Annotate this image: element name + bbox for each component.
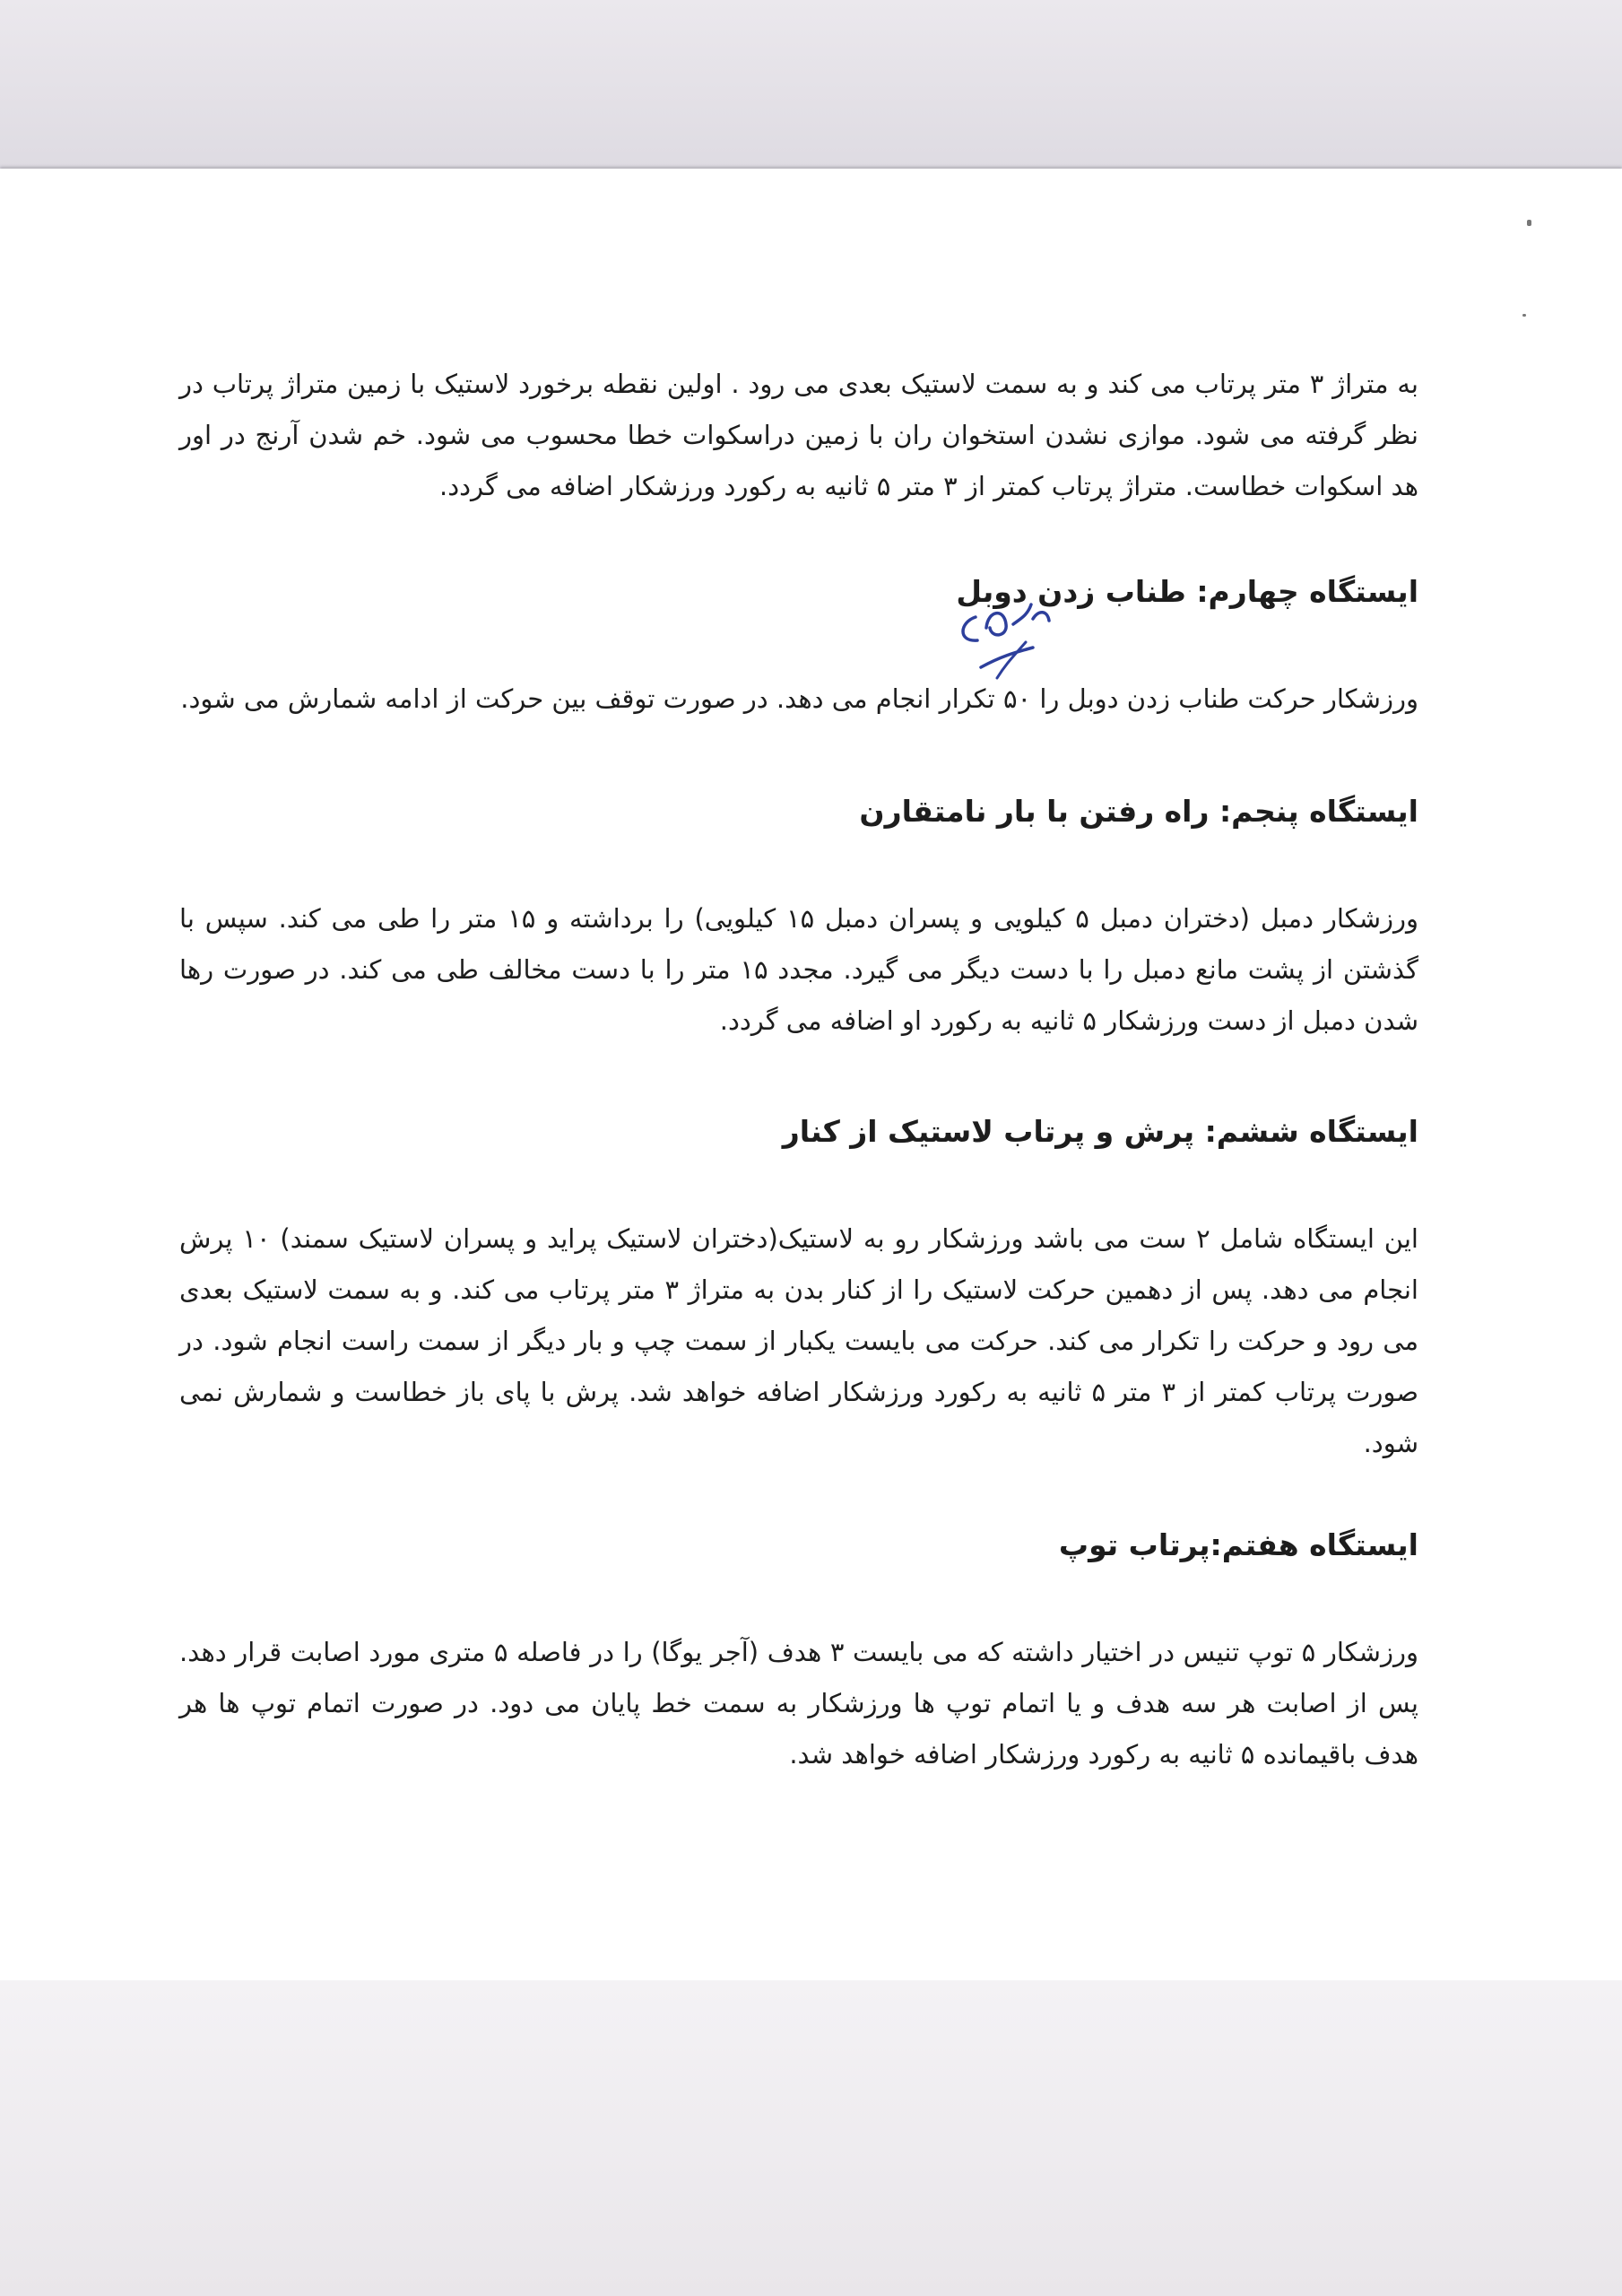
heading-station-5: ایستگاه پنجم: راه رفتن با بار نامتقارن	[859, 794, 1418, 829]
paragraph-station-6: این ایستگاه شامل ۲ ست می باشد ورزشکار رو به لاستیک(دختران لاستیک پراید و پسران لاستیک سمند) ۱۰ پرش انجام می دهد. پس از دهمین حرکت لاستیک را از کنار بدن به متراژ ۳ متر پرتاب می کند. و به سمت لاستیک بعدی می رود و حرکت را تکرار می کند. حرکت می بایست یکبار از سمت چپ و بار دیگر از سمت راست انجام شود. در صورت پرتاب کمتر از ۳ متر ۵ ثانیه به رکورد ورزشکار اضافه خواهد شد. پرش با پای باز خطاست و شمارش نمی شود.	[179, 1223, 1418, 1458]
paragraph-station-7: ورزشکار ۵ توپ تنیس در اختیار داشته که می بایست ۳ هدف (آجر یوگا) را در فاصله ۵ متری مورد اصابت قرار دهد. پس از اصابت هر سه هدف و یا اتمام توپ ها ورزشکار به سمت خط پایان می دود. در صورت اتمام توپ ها هر هدف باقیمانده ۵ ثانیه به رکورد ورزشکار اضافه خواهد شد.	[179, 1637, 1418, 1770]
scan-speck	[1527, 220, 1531, 226]
document-body	[179, 359, 1418, 1780]
heading-station-6: ایستگاه ششم: پرش و پرتاب لاستیک از کنار	[782, 1114, 1418, 1149]
scan-background-top	[0, 0, 1622, 170]
scan-background-bottom	[0, 1980, 1622, 2296]
intro-paragraph: به متراژ ۳ متر پرتاب می کند و به سمت لاستیک بعدی می رود . اولین نقطه برخورد لاستیک با زمین متراژ پرتاب در نظر گرفته می شود. موازی نشدن استخوان ران با زمین دراسکوات خطا محسوب می شود. خم شدن آرنج در اور هد اسکوات خطاست. متراژ پرتاب کمتر از ۳ متر ۵ ثانیه به رکورد ورزشکار اضافه می گردد.	[179, 369, 1418, 501]
heading-station-7: ایستگاه هفتم:پرتاب توپ	[1058, 1527, 1418, 1562]
handwritten-annotation-icon	[950, 592, 1067, 691]
scan-speck	[1522, 314, 1526, 317]
paragraph-station-5: ورزشکار دمبل (دختران دمبل ۵ کیلویی و پسران دمبل ۱۵ کیلویی) را برداشته و ۱۵ متر را طی می کند. سپس با گذشتن از پشت مانع دمبل را با دست دیگر می گیرد. مجدد ۱۵ متر را با دست مخالف طی می کند. در صورت رها شدن دمبل از دست ورزشکار ۵ ثانیه به رکورد او اضافه می گردد.	[179, 903, 1419, 1036]
paragraph-station-4: ورزشکار حرکت طناب زدن دوبل را ۵۰ تکرار انجام می دهد. در صورت توقف بین حرکت از ادامه شمارش می شود.	[180, 683, 1418, 714]
heading-station-4: ایستگاه چهارم: طناب زدن دوبل	[956, 574, 1418, 609]
